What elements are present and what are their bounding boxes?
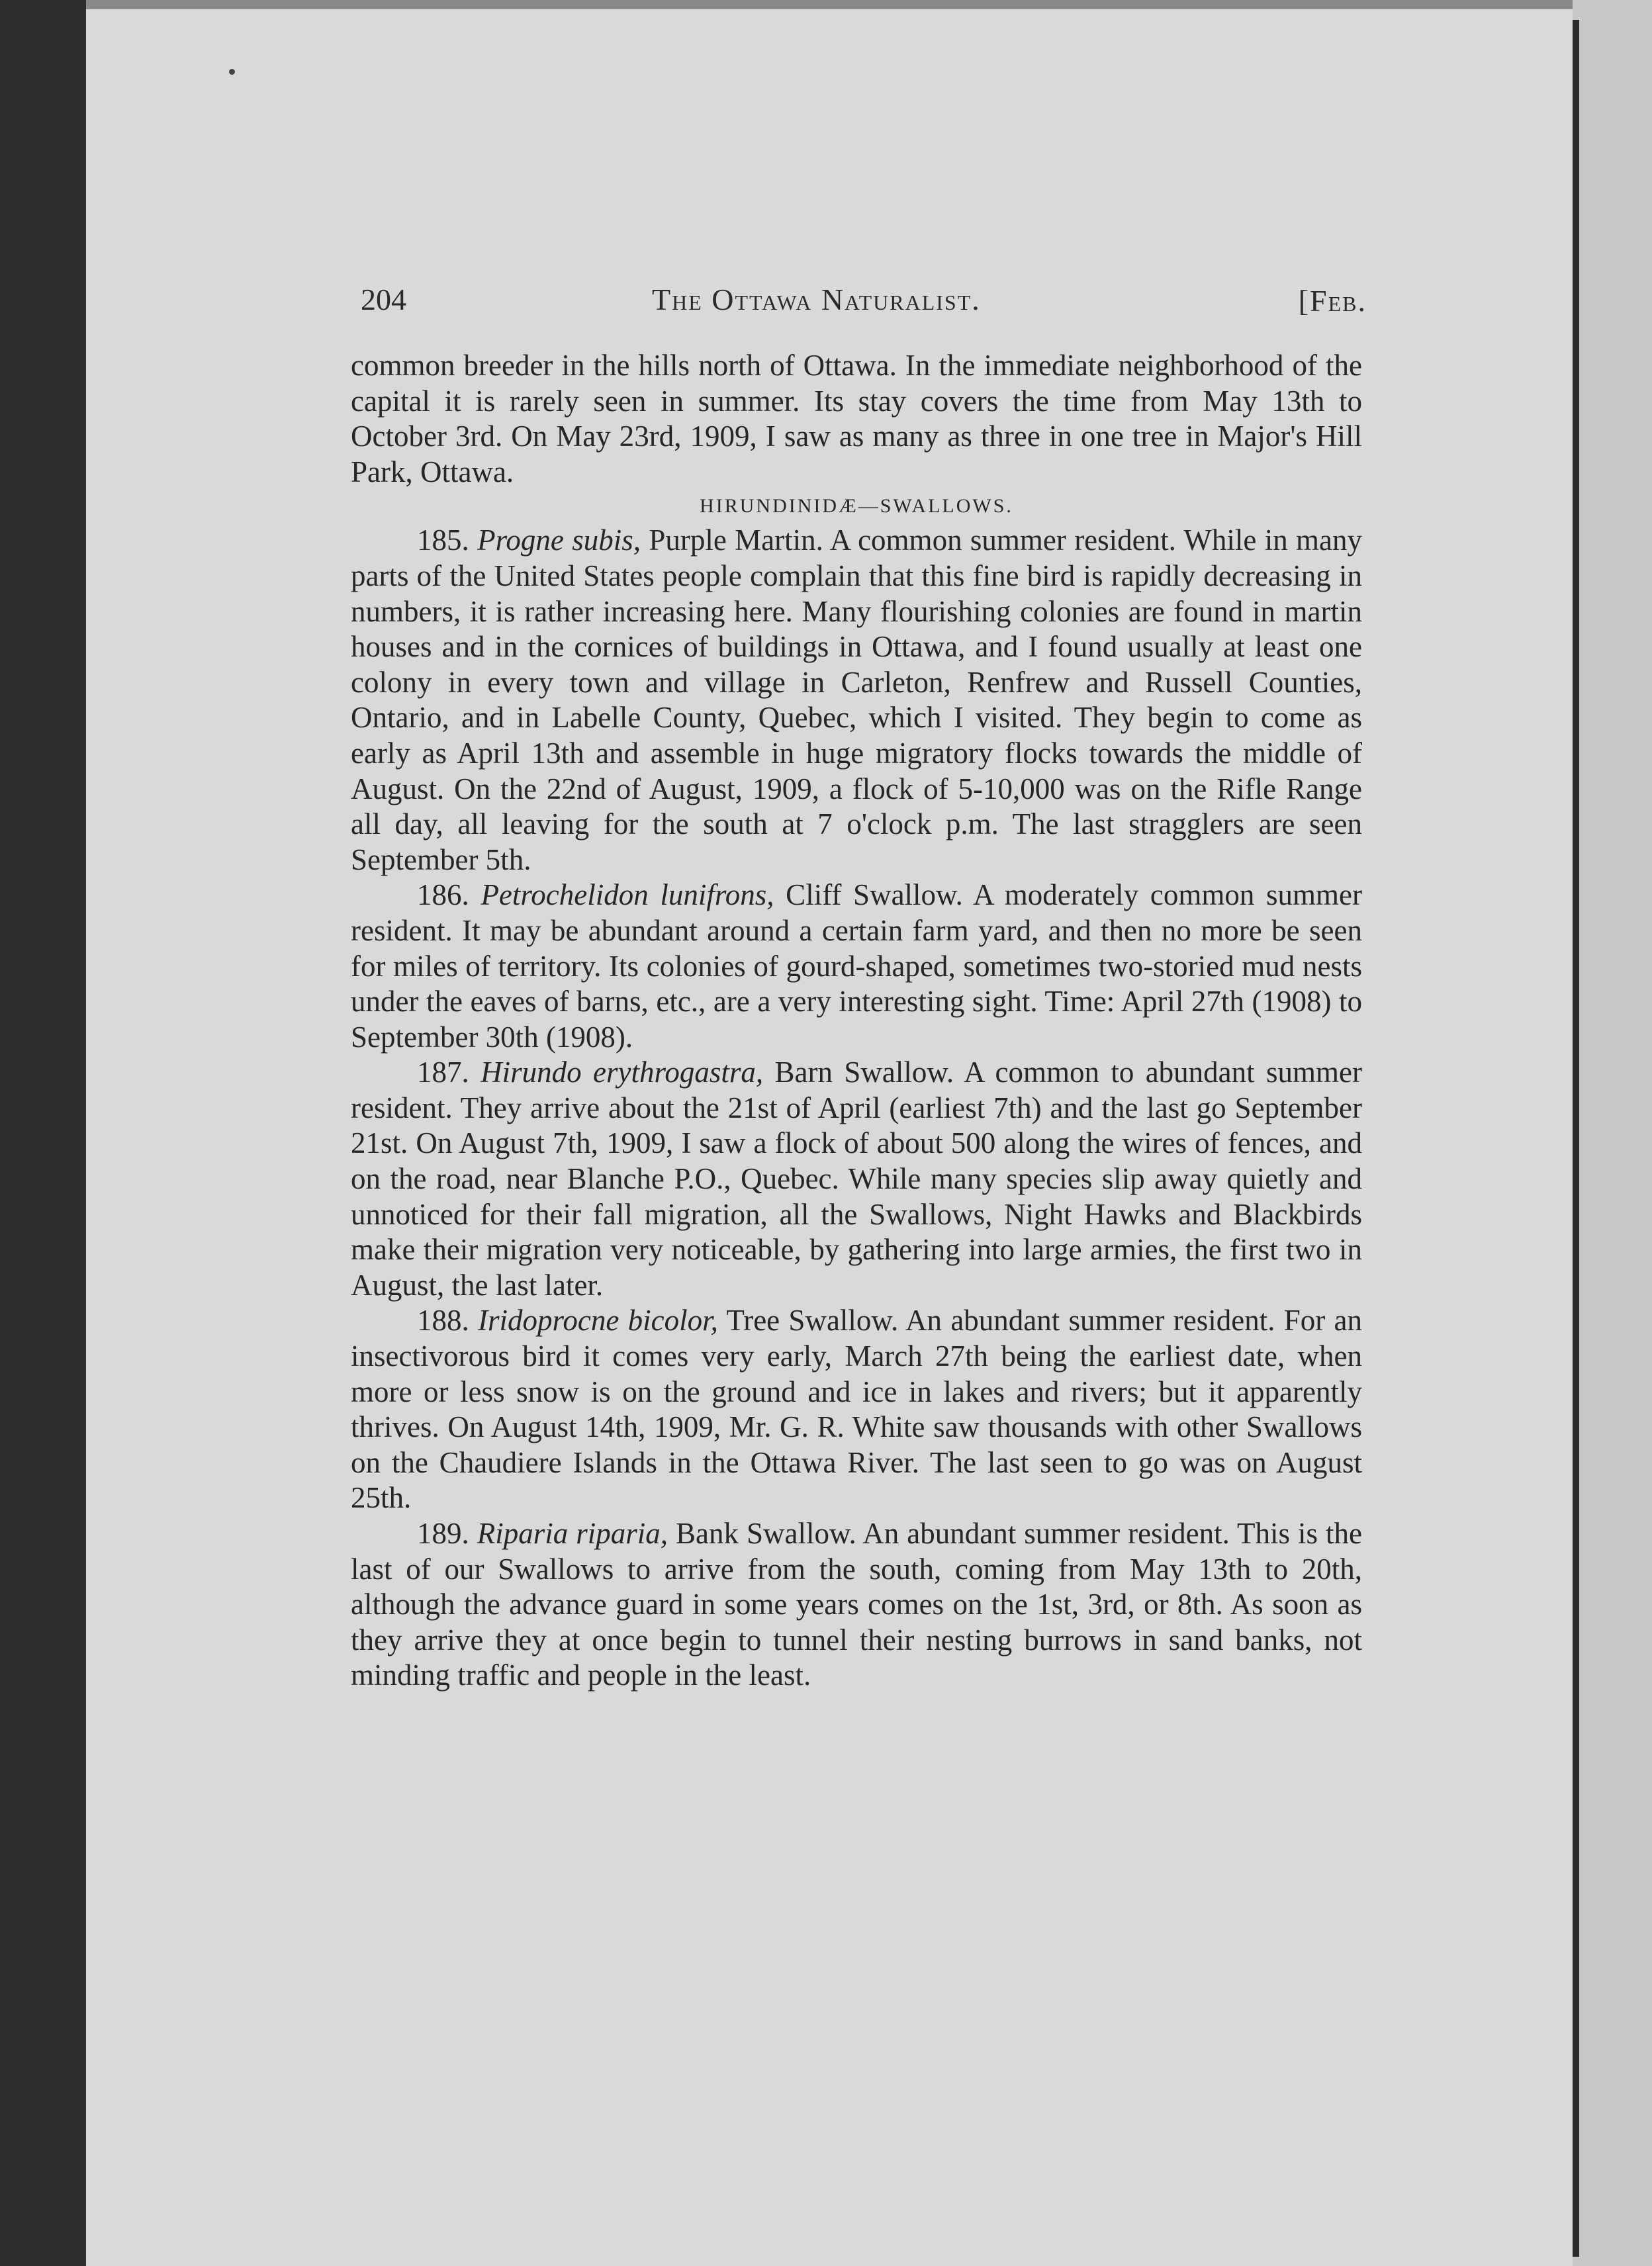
gutter-shadow — [1573, 20, 1579, 2257]
page-top-edge — [86, 0, 1573, 9]
entry-number: 188. — [417, 1304, 469, 1337]
section-heading: HIRUNDINIDÆ—SWALLOWS. — [700, 495, 1013, 518]
entry-number: 186. — [417, 878, 469, 912]
species-entry-189 — [351, 1516, 1362, 1694]
body-text — [351, 348, 1362, 1694]
species-entry-186 — [351, 878, 1362, 1055]
entry-text: Barn Swallow. A common to abundant summer resident. They arrive about the 21st of April (earliest 7th) and the last go September 21st. On August 7th, 1909, I saw a flock of about 500 along the wires of fences, and on the road, near Blanche P.O., Quebec. While many species slip away quietly and unnoticed for their fall migration, all the Swallows, Night Hawks and Blackbirds make their migration very noticeable, by gathering into large armies, the first two in August, the last later. — [351, 1056, 1363, 1302]
scientific-name: Iridoprocne bicolor, — [478, 1304, 718, 1337]
entry-text: Purple Martin. A common summer resident. While in many parts of the United States people complain that this fine bird is rapidly decreasing in numbers, it is rather increasing here. Many flourishing colonies are found in martin houses and in the cornices of buildings in Ottawa, and I found usually at least one colony in every town and village in Carleton, Renfrew and Russell Counties, Ontario, and in Labelle County, Quebec, which I visited. They begin to come as early as April 13th and assemble in huge migratory flocks towards the middle of August. On the 22nd of August, 1909, a flock of 5-10,000 was on the Rifle Range all day, all leaving for the south at 7 o'clock p.m. The last stragglers are seen September 5th. — [351, 523, 1363, 876]
entry-number: 189. — [417, 1517, 469, 1550]
entry-text: Cliff Swallow. A moderately common summer resident. It may be abundant around a certain farm yard, and then no more be seen for miles of territory. Its colonies of gourd-shaped, sometimes two-storied mud nests under the eaves of barns, etc., are a very interesting sight. Time: April 27th (1908) to September 30th (1908). — [351, 878, 1363, 1054]
adjacent-page-strip — [1573, 0, 1652, 2266]
issue-month: [Feb. — [1298, 284, 1367, 318]
entry-text: Tree Swallow. An abundant summer resident. For an insectivorous bird it comes very early, March 27th being the earliest date, when more or less snow is on the ground and ice in lakes and rivers; but it apparently thrives. On August 14th, 1909, Mr. G. R. White saw thousands with other Swallows on the Chaudiere Islands in the Ottawa River. The last seen to go was on August 25th. — [351, 1304, 1363, 1515]
page-number: 204 — [361, 283, 406, 316]
scan-left-border — [0, 0, 86, 2266]
species-entry-188 — [351, 1303, 1362, 1516]
scientific-name: Progne subis, — [477, 523, 641, 557]
scientific-name: Petrochelidon lunifrons, — [481, 878, 774, 912]
running-header — [361, 277, 1367, 323]
ink-speck — [229, 69, 235, 75]
entry-number: 185. — [417, 523, 469, 557]
species-entry-185 — [351, 523, 1362, 878]
running-title: The Ottawa Naturalist. — [652, 283, 981, 316]
scientific-name: Riparia riparia, — [477, 1517, 668, 1550]
entry-number: 187. — [417, 1056, 469, 1089]
entry-text: Bank Swallow. An abundant summer resident. This is the last of our Swallows to arrive from the south, coming from May 13th to 20th, although the advance guard in some years comes on the 1st, 3rd, or 8th. As soon as they arrive they at once begin to tunnel their nesting burrows in sand banks, not minding traffic and people in the least. — [351, 1517, 1362, 1692]
scientific-name: Hirundo erythrogastra, — [481, 1056, 764, 1089]
continued-paragraph: common breeder in the hills north of Ottawa. In the immediate neighborhood of the capital it is rarely seen in summer. Its stay covers the time from May 13th to October 3rd. On May 23rd, 1909, I saw as many as three in one tree in Major's Hill Park, Ottawa. — [351, 349, 1362, 488]
species-entry-187 — [351, 1055, 1362, 1303]
